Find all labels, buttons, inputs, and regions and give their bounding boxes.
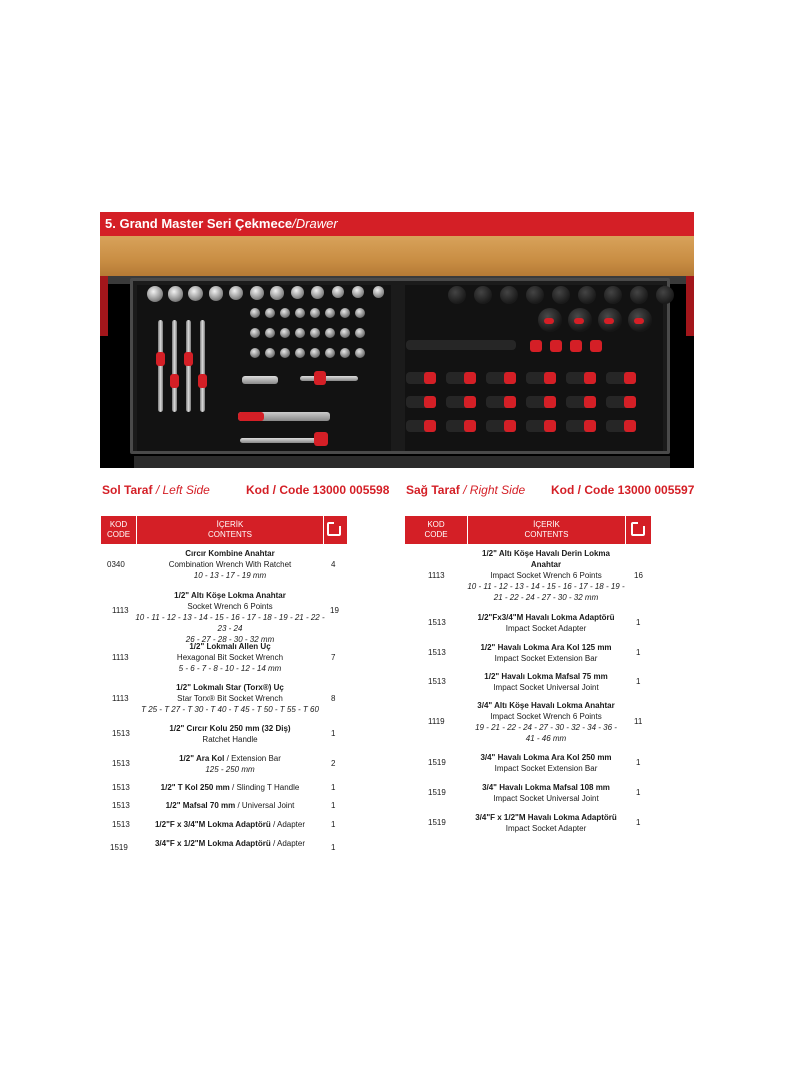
- extension-bar: [240, 438, 322, 443]
- row-name-en: Socket Wrench 6 Points: [187, 602, 273, 611]
- foam-slot: [464, 420, 476, 432]
- row-sizes-cont: 41 - 46 mm: [525, 734, 567, 743]
- row-qty: 1: [331, 783, 336, 792]
- small-socket: [265, 308, 275, 318]
- small-socket: [295, 348, 305, 358]
- row-name-en: Impact Socket Extension Bar: [494, 654, 598, 663]
- header-code: [101, 516, 136, 544]
- small-socket: [265, 328, 275, 338]
- row-qty: 4: [331, 560, 336, 569]
- extension-bar: [300, 376, 358, 381]
- foam-slot: [464, 396, 476, 408]
- small-socket: [355, 308, 365, 318]
- foam-slot: [198, 374, 207, 388]
- small-socket: [340, 348, 350, 358]
- row-code: 1113: [112, 653, 129, 662]
- row-contents: [462, 700, 630, 744]
- combination-wrench: [172, 320, 177, 412]
- impact-socket: [474, 286, 492, 304]
- row-code: 1513: [112, 801, 130, 810]
- row-name-en: / Adapter: [272, 839, 306, 848]
- quantity-icon: [631, 522, 645, 536]
- foam-slot: [570, 340, 582, 352]
- impact-socket: [630, 286, 648, 304]
- row-sizes: 19 - 21 - 22 - 24 - 27 - 30 - 32 - 34 - 36 -: [475, 723, 617, 732]
- row-code: 1119: [428, 717, 445, 726]
- foam-slot: [584, 420, 596, 432]
- small-socket: [280, 328, 290, 338]
- right-code: Kod / Code 13000 005597: [551, 483, 695, 497]
- row-qty: 19: [330, 606, 339, 615]
- foam-slot: [544, 396, 556, 408]
- header-contents-en: CONTENTS: [208, 530, 252, 539]
- row-name-tr: 1/2" Lokmalı Star (Torx®) Uç: [176, 683, 284, 692]
- impact-socket: [578, 286, 596, 304]
- impact-socket: [604, 286, 622, 304]
- right-side-en: / Right Side: [463, 483, 526, 497]
- row-qty: 1: [331, 843, 336, 852]
- chrome-socket: [373, 286, 385, 298]
- small-socket: [250, 308, 260, 318]
- row-name-en: Impact Socket Wrench 6 Points: [490, 712, 602, 721]
- row-qty: 1: [331, 820, 336, 829]
- left-table-header: [101, 516, 347, 544]
- row-contents: [132, 590, 328, 645]
- universal-joint: [242, 376, 278, 384]
- row-code: 1513: [428, 618, 446, 627]
- row-contents: [137, 548, 323, 581]
- row-name-tr: 1/2" Altı Köşe Havalı Derin Lokma: [482, 549, 610, 558]
- header-icerik: İÇERİK: [533, 520, 560, 529]
- row-contents: [462, 642, 630, 664]
- foam-slot: [184, 352, 193, 366]
- row-qty: 1: [636, 618, 641, 627]
- row-contents: [137, 753, 323, 775]
- row-sizes-cont: 21 - 22 - 24 - 27 - 30 - 32 mm: [493, 593, 599, 602]
- foam-slot: [464, 372, 476, 384]
- foam-slot: [156, 352, 165, 366]
- cabinet-side-left: [100, 276, 108, 336]
- row-name-en: Impact Socket Extension Bar: [494, 764, 598, 773]
- row-contents: [137, 782, 323, 793]
- right-side-label: [406, 483, 525, 497]
- row-code: 1519: [428, 788, 446, 797]
- row-qty: 1: [636, 788, 641, 797]
- row-name-en: Impact Socket Universal Joint: [493, 794, 599, 803]
- banner-title: 5. Grand Master Seri Çekmece: [105, 216, 293, 231]
- small-socket: [295, 308, 305, 318]
- row-qty: 7: [331, 653, 336, 662]
- small-socket: [355, 348, 365, 358]
- header-kod: KOD: [109, 520, 128, 529]
- small-socket: [310, 308, 320, 318]
- row-name-tr: 1/2" Lokmalı Allen Uç: [189, 642, 271, 651]
- impact-extension-bar: [406, 340, 516, 350]
- combination-wrench: [186, 320, 191, 412]
- row-sizes: 10 - 13 - 17 - 19 mm: [193, 571, 267, 580]
- row-sizes: 5 - 6 - 7 - 8 - 10 - 12 - 14 mm: [178, 664, 282, 673]
- row-name-en: Impact Socket Adapter: [505, 824, 587, 833]
- chrome-socket: [270, 286, 284, 300]
- row-contents: [137, 819, 323, 830]
- drawer-front: [134, 456, 670, 468]
- right-table-header: [405, 516, 651, 544]
- left-side-tr: Sol Taraf: [102, 483, 153, 497]
- foam-slot: [544, 318, 554, 324]
- row-code: 1513: [112, 759, 130, 768]
- row-contents: [137, 723, 323, 745]
- foam-slot: [590, 340, 602, 352]
- row-code: 0340: [107, 560, 125, 569]
- foam-slot: [624, 372, 636, 384]
- row-code: 1513: [112, 729, 130, 738]
- row-qty: 1: [636, 648, 641, 657]
- foam-slot: [584, 372, 596, 384]
- row-code: 1113: [428, 571, 445, 580]
- row-name-en: / Extension Bar: [226, 754, 281, 763]
- row-name-tr: 3/4" Altı Köşe Havalı Lokma Anahtar: [477, 701, 615, 710]
- small-socket: [280, 348, 290, 358]
- header-icerik: İÇERİK: [216, 520, 244, 529]
- chrome-socket: [291, 286, 304, 299]
- row-contents: [462, 782, 630, 804]
- row-qty: 1: [331, 801, 336, 810]
- chrome-socket: [147, 286, 163, 302]
- row-code: 1519: [428, 758, 446, 767]
- foam-slot: [604, 318, 614, 324]
- row-name-en: / Universal Joint: [237, 801, 295, 810]
- small-socket: [250, 328, 260, 338]
- row-sizes: 10 - 11 - 12 - 13 - 14 - 15 - 16 - 17 - 18 - 19 - 21 - 22 - 23 - 24: [135, 613, 325, 633]
- small-socket: [250, 348, 260, 358]
- foam-slot: [314, 432, 328, 446]
- cabinet-side-right: [686, 276, 694, 336]
- row-code: 1513: [428, 648, 446, 657]
- header-code-en: CODE: [106, 530, 131, 539]
- row-qty: 16: [634, 571, 643, 580]
- row-qty: 1: [636, 677, 641, 686]
- row-name-tr: 1/2" Cırcır Kolu 250 mm (32 Diş): [169, 724, 291, 733]
- row-contents: [137, 800, 323, 811]
- small-socket: [265, 348, 275, 358]
- row-qty: 8: [331, 694, 336, 703]
- row-sizes-cont: 26 - 27 - 28 - 30 - 32 mm: [185, 635, 275, 644]
- header-contents-en: CONTENTS: [524, 530, 569, 539]
- foam-slot: [314, 371, 326, 385]
- chrome-socket: [352, 286, 364, 298]
- row-qty: 1: [636, 758, 641, 767]
- row-code: 1519: [428, 818, 446, 827]
- ratchet-grip: [238, 412, 264, 421]
- header-contents: [468, 516, 625, 544]
- small-socket: [355, 328, 365, 338]
- small-socket: [325, 328, 335, 338]
- small-socket: [295, 328, 305, 338]
- wooden-worktop: [100, 236, 694, 276]
- foam-slot: [544, 420, 556, 432]
- row-sizes: 125 - 250 mm: [205, 765, 255, 774]
- foam-slot: [584, 396, 596, 408]
- row-name-en: Combination Wrench With Ratchet: [168, 560, 292, 569]
- row-name-tr-cont: Anahtar: [530, 560, 562, 569]
- section-banner: [100, 212, 694, 236]
- foam-slot: [424, 396, 436, 408]
- impact-socket: [656, 286, 674, 304]
- row-name-tr: 1/2" Havalı Lokma Ara Kol 125 mm: [480, 643, 612, 652]
- row-sizes: 10 - 11 - 12 - 13 - 14 - 15 - 16 - 17 - 18 - 19 -: [467, 582, 625, 591]
- small-socket: [325, 308, 335, 318]
- row-name-en: / Adapter: [272, 820, 306, 829]
- row-contents: [462, 752, 630, 774]
- foam-slot: [170, 374, 179, 388]
- row-name-en: Hexagonal Bit Socket Wrench: [176, 653, 284, 662]
- small-socket: [340, 328, 350, 338]
- combination-wrench: [200, 320, 205, 412]
- row-name-tr: Cırcır Kombine Anahtar: [185, 549, 275, 558]
- foam-slot: [530, 340, 542, 352]
- row-qty: 2: [331, 759, 336, 768]
- right-side-tr: Sağ Taraf: [406, 483, 460, 497]
- row-name-en: Ratchet Handle: [202, 735, 258, 744]
- row-contents: [462, 671, 630, 693]
- foam-slot: [504, 420, 516, 432]
- left-side-en: / Left Side: [155, 483, 210, 497]
- row-name-tr: 1/2"Fx3/4"M Havalı Lokma Adaptörü: [477, 613, 615, 622]
- chrome-socket: [209, 286, 224, 301]
- row-code: 1519: [110, 843, 128, 852]
- impact-socket: [500, 286, 518, 304]
- impact-socket: [448, 286, 466, 304]
- row-name-tr: 1/2" Altı Köşe Lokma Anahtar: [174, 591, 286, 600]
- small-socket: [340, 308, 350, 318]
- row-name-tr: 3/4" Havalı Lokma Mafsal 108 mm: [482, 783, 610, 792]
- foam-slot: [550, 340, 562, 352]
- row-code: 1513: [112, 820, 130, 829]
- row-code: 1513: [112, 783, 130, 792]
- small-socket: [310, 328, 320, 338]
- row-name-en: Impact Socket Universal Joint: [493, 683, 599, 692]
- row-name-en: Impact Socket Wrench 6 Points: [490, 571, 602, 580]
- foam-slot: [544, 372, 556, 384]
- row-name-tr: 3/4"F x 1/2"M Havalı Lokma Adaptörü: [475, 813, 617, 822]
- row-sizes: T 25 - T 27 - T 30 - T 40 - T 45 - T 50 - T 55 - T 60: [141, 705, 319, 714]
- header-code-en: CODE: [424, 530, 448, 539]
- row-contents: [137, 641, 323, 674]
- foam-slot: [624, 396, 636, 408]
- row-qty: 1: [331, 729, 336, 738]
- chrome-socket: [311, 286, 324, 299]
- row-qty: 1: [636, 818, 641, 827]
- chrome-socket: [168, 286, 184, 302]
- chrome-socket: [250, 286, 264, 300]
- banner-subtitle: /Drawer: [292, 216, 338, 231]
- row-code: 1113: [112, 694, 129, 703]
- row-contents: [137, 838, 323, 849]
- foam-slot: [624, 420, 636, 432]
- row-contents: [462, 612, 630, 634]
- header-divider: [323, 516, 324, 544]
- impact-socket: [526, 286, 544, 304]
- row-name-en: Star Torx® Bit Socket Wrench: [177, 694, 283, 703]
- small-socket: [280, 308, 290, 318]
- header-code: [405, 516, 467, 544]
- small-socket: [325, 348, 335, 358]
- row-contents: [462, 812, 630, 834]
- row-name-tr: 1/2" Ara Kol: [179, 754, 225, 763]
- row-name-en: / Slinding T Handle: [232, 783, 300, 792]
- row-qty: 11: [634, 717, 643, 726]
- row-code: 1113: [112, 606, 129, 615]
- foam-slot: [504, 396, 516, 408]
- row-contents: [466, 548, 626, 603]
- foam-slot: [634, 318, 644, 324]
- header-kod: KOD: [427, 520, 445, 529]
- foam-slot: [504, 372, 516, 384]
- row-name-tr: 1/2" Havalı Lokma Mafsal 75 mm: [484, 672, 608, 681]
- row-name-tr: 1/2"F x 3/4"M Lokma Adaptörü: [154, 820, 271, 829]
- row-name-tr: 3/4"F x 1/2"M Lokma Adaptörü: [154, 839, 271, 848]
- combination-wrench: [158, 320, 163, 412]
- foam-slot: [424, 420, 436, 432]
- left-side-label: [102, 483, 210, 497]
- row-code: 1513: [428, 677, 446, 686]
- foam-slot: [574, 318, 584, 324]
- row-contents: [137, 682, 323, 715]
- quantity-icon: [327, 522, 341, 536]
- small-socket: [310, 348, 320, 358]
- left-code: Kod / Code 13000 005598: [246, 483, 390, 497]
- impact-socket: [552, 286, 570, 304]
- foam-slot: [424, 372, 436, 384]
- row-name-tr: 3/4" Havalı Lokma Ara Kol 250 mm: [480, 753, 612, 762]
- row-name-tr: 1/2" T Kol 250 mm: [160, 783, 230, 792]
- row-name-tr: 1/2" Mafsal 70 mm: [165, 801, 236, 810]
- header-divider: [625, 516, 626, 544]
- header-contents: [137, 516, 323, 544]
- row-name-en: Impact Socket Adapter: [505, 624, 587, 633]
- drawer-photo: [100, 236, 694, 468]
